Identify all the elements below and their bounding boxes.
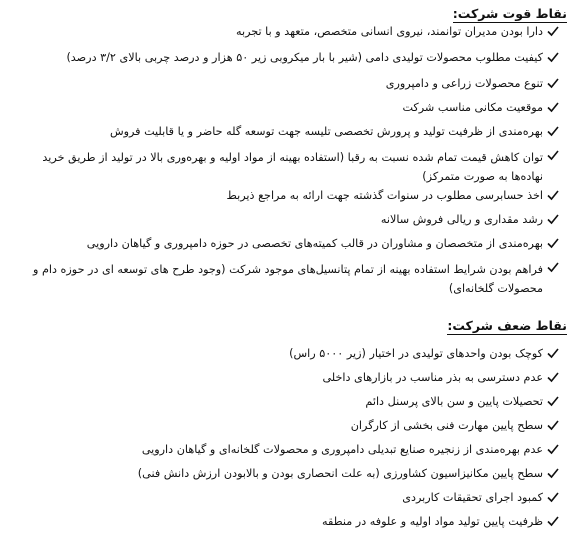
strength-item: رشد مقداری و ریالی فروش سالانه bbox=[380, 213, 543, 226]
checkmark-icon bbox=[547, 101, 559, 115]
strengths-heading: نقاط قوت شرکت: bbox=[452, 6, 567, 21]
strength-item: بهره‌مندی از متخصصان و مشاوران در قالب کمیته‌های تخصصی در حوزه دامپروری و گیاهان دارویی bbox=[86, 237, 543, 250]
checkmark-icon bbox=[547, 395, 559, 409]
checkmark-icon bbox=[547, 213, 559, 227]
strength-item: اخذ حسابرسی مطلوب در سنوات گذشته جهت ارائه به مراجع ذیربط bbox=[226, 189, 543, 202]
weakness-item: تحصیلات پایین و سن بالای پرسنل دائم bbox=[365, 395, 543, 408]
checkmark-icon bbox=[547, 149, 559, 163]
strength-item: توان کاهش قیمت تمام شده نسبت به رقبا (استفاده بهینه از مواد اولیه و بهره‌وری بالا در تولید از طریق خرید نهاده‌ها به صورت متمرکز) bbox=[42, 151, 543, 183]
strength-item: کیفیت مطلوب محصولات تولیدی دامی (شیر با بار میکروبی زیر ۵۰ هزار و درصد چربی بالای ۳/۲ درصد) bbox=[66, 51, 543, 64]
checkmark-icon bbox=[547, 467, 559, 481]
checkmark-icon bbox=[547, 419, 559, 433]
checkmark-icon bbox=[547, 237, 559, 251]
checkmark-icon bbox=[547, 371, 559, 385]
strength-item: موقعیت مکانی مناسب شرکت bbox=[402, 101, 543, 114]
weakness-item: ظرفیت پایین تولید مواد اولیه و علوفه در منطقه bbox=[322, 515, 543, 528]
checkmark-icon bbox=[547, 491, 559, 505]
strength-item: دارا بودن مدیران توانمند، نیروی انسانی متخصص، متعهد و با تجربه bbox=[236, 25, 543, 38]
checkmark-icon bbox=[547, 261, 559, 275]
strength-item: فراهم بودن شرایط استفاده بهینه از تمام پتانسیل‌های موجود شرکت (وجود طرح های توسعه ای در حوزه دام و محصولات گلخانه‌ای) bbox=[33, 263, 543, 295]
checkmark-icon bbox=[547, 51, 559, 65]
weakness-item: سطح پایین مکانیزاسیون کشاورزی (به علت انحصاری بودن و بالابودن ارزش دانش فنی) bbox=[137, 467, 543, 480]
weakness-item: عدم دسترسی به بذر مناسب در بازارهای داخلی bbox=[322, 371, 543, 384]
strength-item: تنوع محصولات زراعی و دامپروری bbox=[385, 77, 543, 90]
strength-item: بهره‌مندی از ظرفیت تولید و پرورش تخصصی تلیسه جهت توسعه گله حاضر و یا قابلیت فروش bbox=[109, 125, 543, 138]
checkmark-icon bbox=[547, 347, 559, 361]
checkmark-icon bbox=[547, 515, 559, 529]
weakness-item: سطح پایین مهارت فنی بخشی از کارگران bbox=[350, 419, 543, 432]
checkmark-icon bbox=[547, 25, 559, 39]
weaknesses-heading: نقاط ضعف شرکت: bbox=[447, 318, 567, 333]
checkmark-icon bbox=[547, 77, 559, 91]
checkmark-icon bbox=[547, 189, 559, 203]
weakness-item: عدم بهره‌مندی از زنجیره صنایع تبدیلی دامپروری و محصولات گلخانه‌ای و گیاهان دارویی bbox=[141, 443, 543, 456]
checkmark-icon bbox=[547, 443, 559, 457]
weakness-item: کوچک بودن واحدهای تولیدی در اختیار (زیر ۵۰۰۰ راس) bbox=[289, 347, 543, 360]
weakness-item: کمبود اجرای تحقیقات کاربردی bbox=[402, 491, 543, 504]
checkmark-icon bbox=[547, 125, 559, 139]
